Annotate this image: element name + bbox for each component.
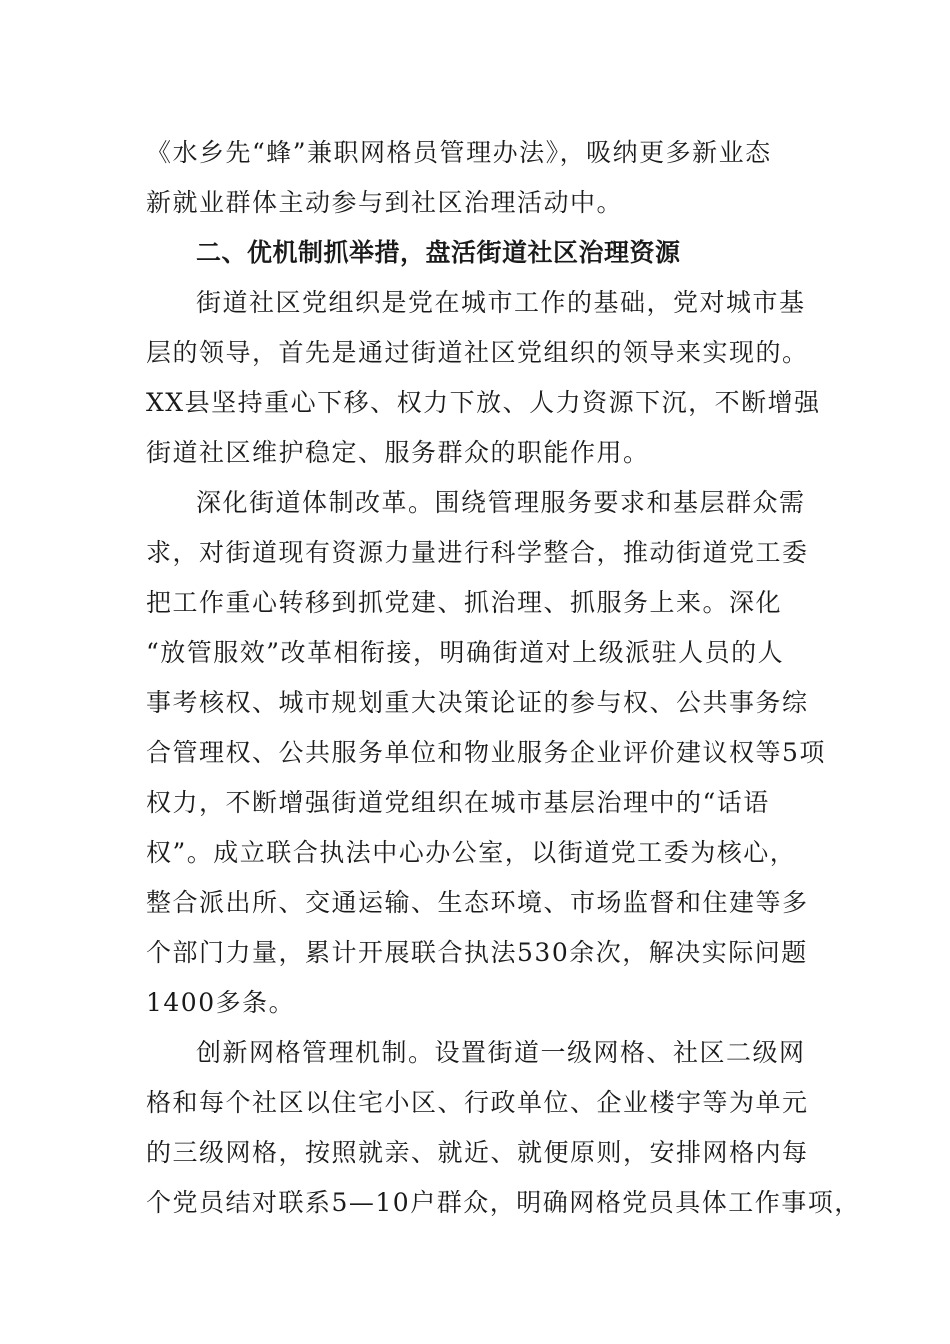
paragraph-3-line-1: 创新网格管理机制。设置街道一级网格、社区二级网: [196, 1038, 806, 1067]
paragraph-2-line-5: 事考核权、城市规划重大决策论证的参与权、公共事务综: [146, 688, 809, 717]
paragraph-1-line-1: 街道社区党组织是党在城市工作的基础，党对城市基: [196, 288, 806, 317]
paragraph-2-line-1: 深化街道体制改革。围绕管理服务要求和基层群众需: [196, 488, 806, 517]
paragraph-1-line-2: 层的领导，首先是通过街道社区党组织的领导来实现的。: [146, 338, 809, 367]
paragraph-3-line-2: 格和每个社区以住宅小区、行政单位、企业楼宇等为单元: [146, 1088, 809, 1117]
paragraph-2-line-8: 权”。成立联合执法中心办公室，以街道党工委为核心，: [146, 838, 797, 867]
paragraph-3-line-4: 个党员结对联系5—10户群众，明确网格党员具体工作事项，: [146, 1188, 861, 1217]
paragraph-2-line-2: 求，对街道现有资源力量进行科学整合，推动街道党工委: [146, 538, 809, 567]
paragraph-2-line-9: 整合派出所、交通运输、生态环境、市场监督和住建等多: [146, 888, 809, 917]
paragraph-2-line-4: “放管服效”改革相衔接，明确街道对上级派驻人员的人: [146, 638, 785, 667]
paragraph-1-line-4: 街道社区维护稳定、服务群众的职能作用。: [146, 438, 650, 467]
paragraph-intro-line-1: 《水乡先“蜂”兼职网格员管理办法》，吸纳更多新业态: [146, 138, 772, 167]
paragraph-2-line-10: 个部门力量，累计开展联合执法530余次，解决实际问题: [146, 938, 808, 967]
paragraph-intro-line-2: 新就业群体主动参与到社区治理活动中。: [146, 188, 624, 217]
paragraph-2-line-6: 合管理权、公共服务单位和物业服务企业评价建议权等5项: [146, 738, 826, 767]
paragraph-2-line-3: 把工作重心转移到抓党建、抓治理、抓服务上来。深化: [146, 588, 783, 617]
paragraph-1-line-3: XX县坚持重心下移、权力下放、人力资源下沉，不断增强: [146, 388, 821, 417]
paragraph-2-line-11: 1400多条。: [146, 988, 296, 1017]
paragraph-3-line-3: 的三级网格，按照就亲、就近、就便原则，安排网格内每: [146, 1138, 809, 1167]
section-heading: 二、优机制抓举措，盘活街道社区治理资源: [196, 238, 681, 267]
paragraph-2-line-7: 权力，不断增强街道党组织在城市基层治理中的“话语: [146, 788, 770, 817]
